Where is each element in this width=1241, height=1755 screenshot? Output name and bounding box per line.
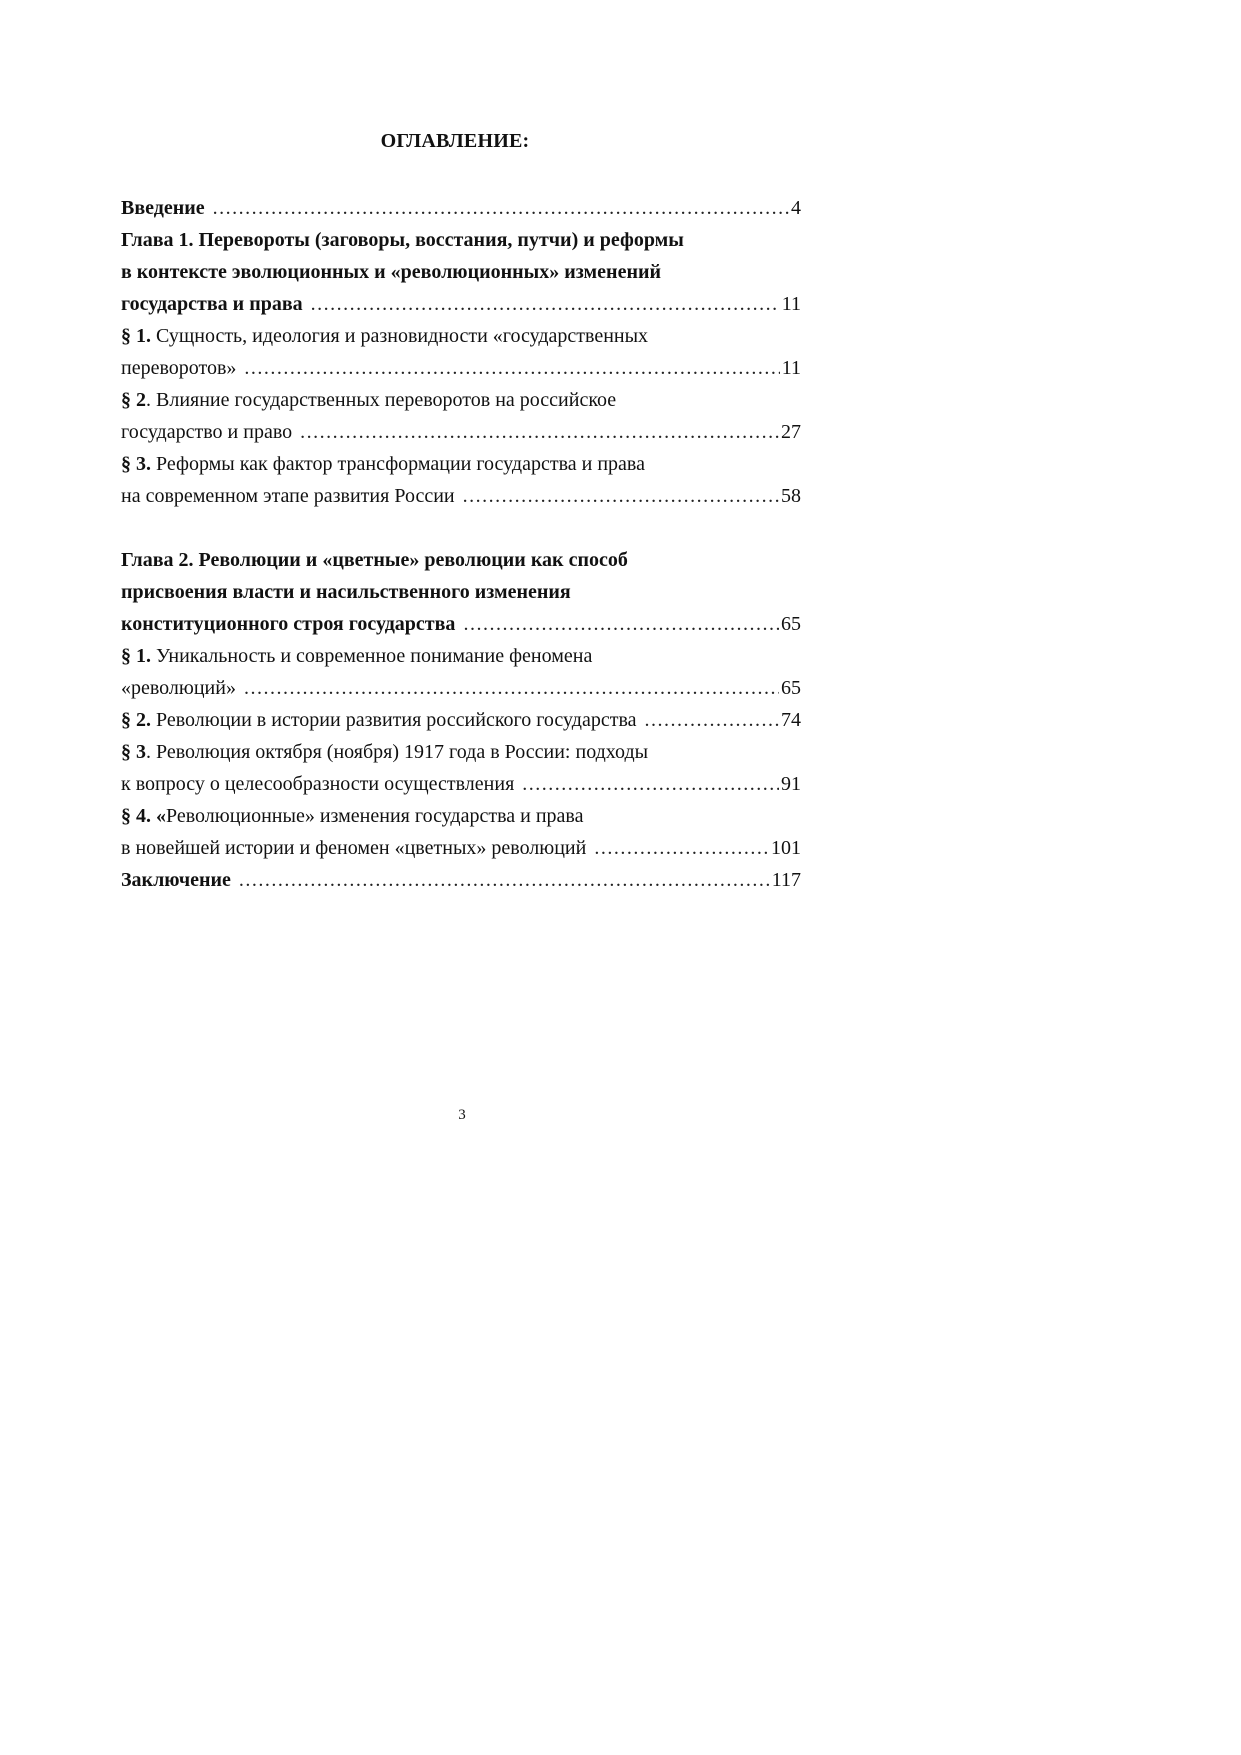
page-number: 3	[458, 1107, 466, 1123]
toc-entry-line	[121, 416, 801, 448]
toc-page-number: 74	[781, 709, 801, 731]
dot-leader	[594, 832, 769, 864]
section-mark: § 1.	[121, 645, 151, 667]
toc-entry-label: Революции в истории развития российского государства	[151, 709, 637, 731]
toc-entry-ch1-section-2[interactable]	[121, 384, 801, 448]
toc-page-number: 101	[771, 837, 801, 859]
toc-entry-label: государства и права	[121, 293, 303, 315]
dot-leader	[244, 672, 779, 704]
toc-page-number: 27	[781, 421, 801, 443]
toc-entry-line	[121, 672, 801, 704]
toc-entry-ch1-section-3[interactable]	[121, 448, 801, 512]
toc-entry-label: Уникальность и современное понимание феномена	[151, 645, 593, 667]
toc-page-number: 65	[781, 677, 801, 699]
toc-entry-chapter-1[interactable]	[121, 224, 801, 320]
toc-entry-label: переворотов»	[121, 357, 237, 379]
toc-entry-line	[121, 768, 801, 800]
toc-entry-line	[121, 320, 801, 352]
toc-entry-line	[121, 704, 801, 736]
section-mark: § 3	[121, 741, 146, 763]
toc-entry-label: «революций»	[121, 677, 236, 699]
toc-entry-label: на современном этапе развития России	[121, 485, 455, 507]
toc-page-number: 91	[781, 773, 801, 795]
toc-entry-ch2-section-4[interactable]	[121, 800, 801, 864]
spacer	[121, 512, 801, 544]
toc-entry-label: Сущность, идеология и разновидности «государственных	[151, 325, 649, 347]
toc-title: ОГЛАВЛЕНИЕ:	[380, 130, 530, 152]
toc-entry-label: Революционные» изменения государства и права	[166, 805, 584, 827]
toc-entry-line: в контексте эволюционных и «революционных» изменений	[121, 261, 662, 283]
dot-leader	[463, 608, 779, 640]
dot-leader	[311, 288, 780, 320]
toc-entry-line	[121, 480, 801, 512]
toc-entry-label: государство и право	[121, 421, 293, 443]
table-of-contents	[121, 192, 801, 896]
toc-entry-conclusion[interactable]	[121, 864, 801, 896]
dot-leader	[244, 352, 779, 384]
toc-entry-label: . Влияние государственных переворотов на российское	[146, 389, 617, 411]
toc-entry-ch2-section-3[interactable]	[121, 736, 801, 800]
toc-entry-line	[121, 288, 801, 320]
toc-entry-line: Глава 2. Революции и «цветные» революции как способ	[121, 549, 628, 571]
toc-entry-label: Заключение	[121, 869, 231, 891]
dot-leader	[213, 192, 789, 224]
toc-entry-label: конституционного строя государства	[121, 613, 456, 635]
section-mark: § 3.	[121, 453, 151, 475]
toc-entry-line	[121, 448, 801, 480]
toc-page-number: 4	[791, 197, 801, 219]
toc-page-number: 65	[781, 613, 801, 635]
dot-leader	[300, 416, 779, 448]
toc-entry-line: Глава 1. Перевороты (заговоры, восстания, путчи) и реформы	[121, 229, 684, 251]
section-mark: § 4. «	[121, 805, 166, 827]
toc-entry-ch1-section-1[interactable]	[121, 320, 801, 384]
section-mark: § 1.	[121, 325, 151, 347]
toc-entry-ch2-section-2[interactable]	[121, 704, 801, 736]
toc-page-number: 58	[781, 485, 801, 507]
toc-entry-chapter-2[interactable]	[121, 544, 801, 640]
dot-leader	[522, 768, 779, 800]
toc-page-number: 11	[781, 293, 801, 315]
toc-entry-label: в новейшей истории и феномен «цветных» революций	[121, 837, 587, 859]
toc-page-number: 117	[771, 869, 801, 891]
toc-entry-label-wrap	[121, 704, 637, 736]
toc-entry-line	[121, 640, 801, 672]
toc-entry-label: Введение	[121, 197, 205, 219]
toc-entry-line	[121, 608, 801, 640]
toc-page-number: 11	[781, 357, 801, 379]
toc-entry-ch2-section-1[interactable]	[121, 640, 801, 704]
toc-entry-line	[121, 800, 801, 832]
toc-entry-introduction[interactable]	[121, 192, 801, 224]
toc-entry-line	[121, 352, 801, 384]
dot-leader	[239, 864, 770, 896]
dot-leader	[463, 480, 779, 512]
dot-leader	[645, 704, 779, 736]
toc-entry-line	[121, 384, 801, 416]
toc-entry-label: Реформы как фактор трансформации государства и права	[151, 453, 645, 475]
toc-entry-label: к вопросу о целесообразности осуществления	[121, 773, 515, 795]
section-mark: § 2	[121, 389, 146, 411]
toc-entry-line	[121, 832, 801, 864]
toc-entry-line: присвоения власти и насильственного изменения	[121, 581, 571, 603]
toc-entry-label: . Революция октября (ноября) 1917 года в России: подходы	[146, 741, 649, 763]
toc-entry-line	[121, 736, 801, 768]
section-mark: § 2.	[121, 709, 151, 731]
